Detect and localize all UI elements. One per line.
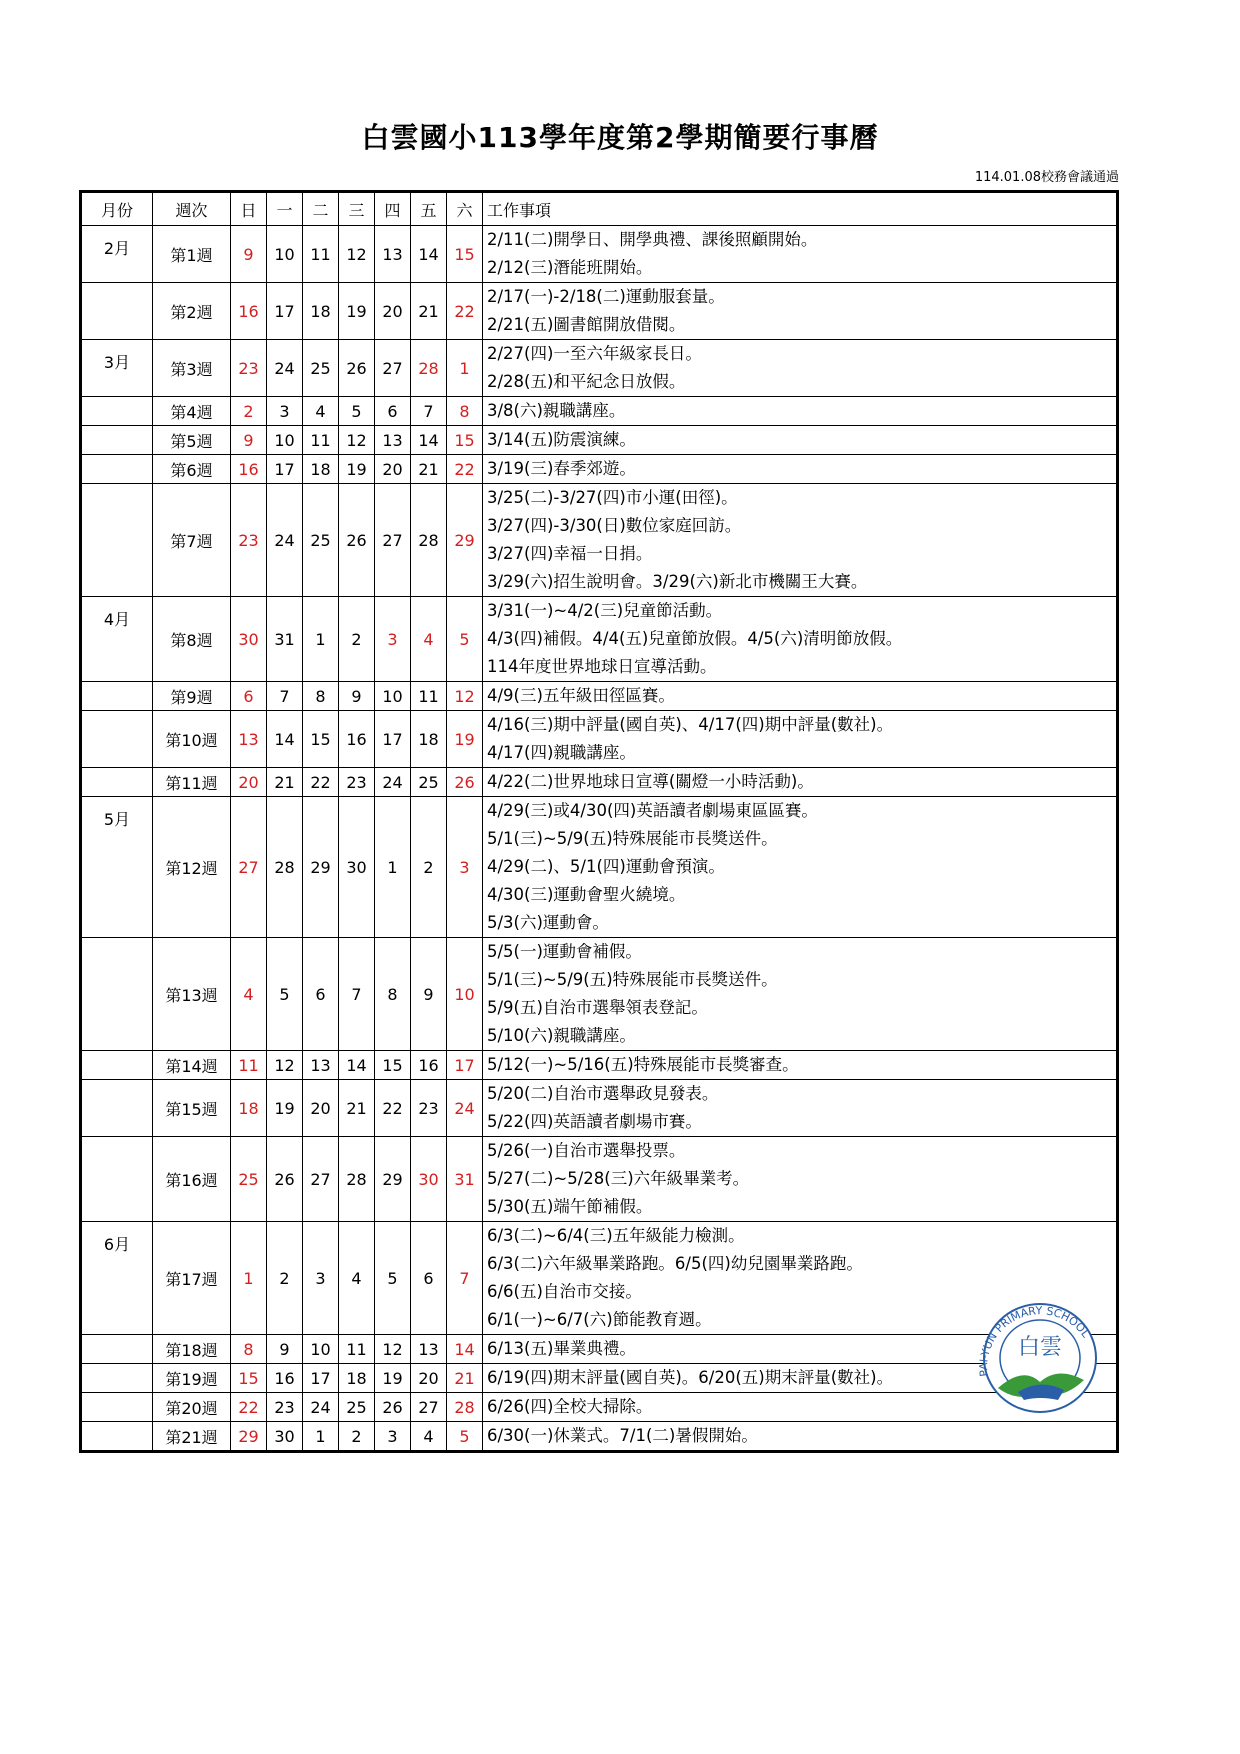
- day-cell-mon: 2: [267, 1222, 303, 1335]
- day-cell-sun: 4: [231, 938, 267, 1051]
- month-cell: [81, 1422, 153, 1452]
- week-cell: 第8週: [153, 597, 231, 682]
- day-cell-wed: 19: [339, 455, 375, 484]
- task-item: 6/26(四)全校大掃除。: [487, 1397, 653, 1416]
- task-item: 4/30(三)運動會聖火繞境。: [487, 885, 686, 904]
- tasks-cell: [483, 938, 1118, 1051]
- day-cell-fri: 28: [411, 484, 447, 597]
- header-mon: 一: [267, 192, 303, 226]
- day-cell-mon: 19: [267, 1080, 303, 1137]
- task-item: 3/14(五)防震演練。: [487, 430, 636, 449]
- day-cell-sat: 24: [447, 1080, 483, 1137]
- logo-ring-text: PAI-YUN PRIMARY SCHOOL: [977, 1304, 1093, 1378]
- table-row: [81, 1422, 1118, 1452]
- task-item: 2/28(五)和平紀念日放假。: [487, 372, 686, 391]
- month-cell: [81, 1393, 153, 1422]
- day-cell-thu: 17: [375, 711, 411, 768]
- day-cell-fri: 18: [411, 711, 447, 768]
- day-cell-mon: 12: [267, 1051, 303, 1080]
- day-cell-tue: 4: [303, 397, 339, 426]
- task-item: 3/29(六)招生說明會。3/29(六)新北市機關王大賽。: [487, 572, 868, 591]
- week-cell: 第2週: [153, 283, 231, 340]
- week-cell: 第1週: [153, 226, 231, 283]
- table-row: [81, 938, 1118, 1051]
- day-cell-wed: 19: [339, 283, 375, 340]
- logo-text: 白雲: [1017, 1335, 1063, 1360]
- day-cell-wed: 12: [339, 426, 375, 455]
- table-row: [81, 711, 1118, 768]
- day-cell-thu: 12: [375, 1335, 411, 1364]
- task-item: 5/22(四)英語讀者劇場市賽。: [487, 1112, 702, 1131]
- day-cell-wed: 18: [339, 1364, 375, 1393]
- task-item: 5/9(五)自治市選舉領表登記。: [487, 998, 708, 1017]
- day-cell-wed: 16: [339, 711, 375, 768]
- tasks-cell: [483, 1051, 1118, 1080]
- task-item: 3/25(二)-3/27(四)市小運(田徑)。: [487, 488, 738, 507]
- task-item: 6/3(二)~6/4(三)五年級能力檢測。: [487, 1226, 745, 1245]
- day-cell-fri: 4: [411, 1422, 447, 1452]
- day-cell-tue: 17: [303, 1364, 339, 1393]
- month-cell: [81, 1080, 153, 1137]
- table-row: [81, 1335, 1118, 1364]
- month-cell: 6月: [81, 1222, 153, 1335]
- day-cell-fri: 25: [411, 768, 447, 797]
- day-cell-sat: 5: [447, 597, 483, 682]
- day-cell-fri: 14: [411, 226, 447, 283]
- day-cell-sun: 1: [231, 1222, 267, 1335]
- table-row: [81, 768, 1118, 797]
- day-cell-sat: 21: [447, 1364, 483, 1393]
- day-cell-mon: 28: [267, 797, 303, 938]
- week-cell: 第5週: [153, 426, 231, 455]
- day-cell-mon: 17: [267, 283, 303, 340]
- day-cell-thu: 3: [375, 597, 411, 682]
- header-thu: 四: [375, 192, 411, 226]
- task-item: 2/11(二)開學日、開學典禮、課後照顧開始。: [487, 230, 818, 249]
- day-cell-tue: 11: [303, 226, 339, 283]
- day-cell-tue: 25: [303, 340, 339, 397]
- day-cell-thu: 20: [375, 283, 411, 340]
- task-item: 5/26(一)自治市選舉投票。: [487, 1141, 686, 1160]
- day-cell-tue: 20: [303, 1080, 339, 1137]
- header-wed: 三: [339, 192, 375, 226]
- task-item: 4/16(三)期中評量(國自英)、4/17(四)期中評量(數社)。: [487, 715, 894, 734]
- day-cell-fri: 6: [411, 1222, 447, 1335]
- month-cell: [81, 1335, 153, 1364]
- week-cell: 第9週: [153, 682, 231, 711]
- day-cell-sat: 3: [447, 797, 483, 938]
- tasks-cell: [483, 455, 1118, 484]
- week-cell: 第16週: [153, 1137, 231, 1222]
- day-cell-sun: 16: [231, 283, 267, 340]
- month-cell: [81, 938, 153, 1051]
- day-cell-wed: 7: [339, 938, 375, 1051]
- day-cell-sat: 26: [447, 768, 483, 797]
- task-item: 6/30(一)休業式。7/1(二)暑假開始。: [487, 1426, 758, 1445]
- day-cell-mon: 7: [267, 682, 303, 711]
- task-item: 6/19(四)期末評量(國自英)。6/20(五)期末評量(數社)。: [487, 1368, 894, 1387]
- day-cell-mon: 5: [267, 938, 303, 1051]
- task-item: 5/20(二)自治市選舉政見發表。: [487, 1084, 719, 1103]
- month-cell: [81, 1137, 153, 1222]
- tasks-cell: [483, 682, 1118, 711]
- day-cell-sat: 7: [447, 1222, 483, 1335]
- tasks-cell: [483, 397, 1118, 426]
- header-fri: 五: [411, 192, 447, 226]
- task-item: 3/31(一)~4/2(三)兒童節活動。: [487, 601, 723, 620]
- tasks-cell: [483, 283, 1118, 340]
- table-row: [81, 426, 1118, 455]
- month-cell: [81, 484, 153, 597]
- day-cell-sat: 19: [447, 711, 483, 768]
- month-cell: [81, 768, 153, 797]
- day-cell-sun: 8: [231, 1335, 267, 1364]
- calendar-table: [79, 190, 1119, 1453]
- month-cell: 3月: [81, 340, 153, 397]
- day-cell-fri: 11: [411, 682, 447, 711]
- day-cell-sat: 15: [447, 226, 483, 283]
- week-cell: 第10週: [153, 711, 231, 768]
- week-cell: 第17週: [153, 1222, 231, 1335]
- tasks-cell: [483, 1080, 1118, 1137]
- task-item: 6/1(一)~6/7(六)節能教育週。: [487, 1310, 712, 1329]
- task-item: 4/17(四)親職講座。: [487, 743, 636, 762]
- day-cell-wed: 14: [339, 1051, 375, 1080]
- day-cell-wed: 11: [339, 1335, 375, 1364]
- school-logo: [968, 1296, 1108, 1414]
- day-cell-mon: 30: [267, 1422, 303, 1452]
- header-tue: 二: [303, 192, 339, 226]
- day-cell-wed: 2: [339, 597, 375, 682]
- header-week: 週次: [153, 192, 231, 226]
- table-row: [81, 797, 1118, 938]
- day-cell-thu: 24: [375, 768, 411, 797]
- day-cell-tue: 22: [303, 768, 339, 797]
- month-cell: [81, 426, 153, 455]
- task-item: 5/10(六)親職講座。: [487, 1026, 636, 1045]
- day-cell-tue: 24: [303, 1393, 339, 1422]
- table-row: [81, 1393, 1118, 1422]
- week-cell: 第15週: [153, 1080, 231, 1137]
- day-cell-fri: 2: [411, 797, 447, 938]
- day-cell-thu: 13: [375, 226, 411, 283]
- day-cell-thu: 3: [375, 1422, 411, 1452]
- week-cell: 第13週: [153, 938, 231, 1051]
- tasks-cell: [483, 1137, 1118, 1222]
- day-cell-sat: 22: [447, 283, 483, 340]
- day-cell-fri: 27: [411, 1393, 447, 1422]
- day-cell-mon: 9: [267, 1335, 303, 1364]
- day-cell-mon: 23: [267, 1393, 303, 1422]
- day-cell-sat: 14: [447, 1335, 483, 1364]
- tasks-cell: [483, 597, 1118, 682]
- day-cell-mon: 16: [267, 1364, 303, 1393]
- day-cell-thu: 22: [375, 1080, 411, 1137]
- day-cell-tue: 13: [303, 1051, 339, 1080]
- task-item: 3/19(三)春季郊遊。: [487, 459, 636, 478]
- day-cell-tue: 25: [303, 484, 339, 597]
- task-item: 5/12(一)~5/16(五)特殊展能市長獎審查。: [487, 1055, 799, 1074]
- task-item: 2/21(五)圖書館開放借閱。: [487, 315, 686, 334]
- day-cell-mon: 26: [267, 1137, 303, 1222]
- task-item: 4/29(二)、5/1(四)運動會預演。: [487, 857, 725, 876]
- tasks-cell: [483, 226, 1118, 283]
- week-cell: 第6週: [153, 455, 231, 484]
- day-cell-fri: 20: [411, 1364, 447, 1393]
- day-cell-sat: 15: [447, 426, 483, 455]
- day-cell-thu: 8: [375, 938, 411, 1051]
- day-cell-wed: 5: [339, 397, 375, 426]
- week-cell: 第19週: [153, 1364, 231, 1393]
- day-cell-sun: 2: [231, 397, 267, 426]
- day-cell-thu: 20: [375, 455, 411, 484]
- task-item: 4/22(二)世界地球日宣導(關燈一小時活動)。: [487, 772, 814, 791]
- tasks-cell: [483, 484, 1118, 597]
- day-cell-fri: 30: [411, 1137, 447, 1222]
- day-cell-tue: 18: [303, 455, 339, 484]
- day-cell-sun: 16: [231, 455, 267, 484]
- day-cell-thu: 29: [375, 1137, 411, 1222]
- day-cell-mon: 14: [267, 711, 303, 768]
- task-item: 5/30(五)端午節補假。: [487, 1197, 653, 1216]
- task-item: 4/3(四)補假。4/4(五)兒童節放假。4/5(六)清明節放假。: [487, 629, 903, 648]
- day-cell-thu: 1: [375, 797, 411, 938]
- day-cell-sun: 27: [231, 797, 267, 938]
- table-row: [81, 340, 1118, 397]
- day-cell-sun: 18: [231, 1080, 267, 1137]
- task-item: 114年度世界地球日宣導活動。: [487, 657, 717, 676]
- day-cell-sat: 31: [447, 1137, 483, 1222]
- tasks-cell: [483, 1422, 1118, 1452]
- table-row: [81, 1222, 1118, 1335]
- day-cell-tue: 10: [303, 1335, 339, 1364]
- tasks-cell: [483, 711, 1118, 768]
- day-cell-sat: 22: [447, 455, 483, 484]
- header-sat: 六: [447, 192, 483, 226]
- day-cell-wed: 2: [339, 1422, 375, 1452]
- month-cell: 2月: [81, 226, 153, 283]
- day-cell-tue: 18: [303, 283, 339, 340]
- day-cell-wed: 26: [339, 484, 375, 597]
- day-cell-fri: 4: [411, 597, 447, 682]
- day-cell-thu: 27: [375, 340, 411, 397]
- day-cell-sun: 9: [231, 426, 267, 455]
- header-sun: 日: [231, 192, 267, 226]
- day-cell-thu: 15: [375, 1051, 411, 1080]
- day-cell-fri: 7: [411, 397, 447, 426]
- tasks-cell: [483, 768, 1118, 797]
- table-row: [81, 484, 1118, 597]
- day-cell-sun: 30: [231, 597, 267, 682]
- day-cell-thu: 13: [375, 426, 411, 455]
- header-tasks: 工作事項: [483, 192, 1118, 226]
- calendar-body: [81, 226, 1118, 1452]
- week-cell: 第12週: [153, 797, 231, 938]
- table-row: [81, 226, 1118, 283]
- day-cell-sun: 11: [231, 1051, 267, 1080]
- day-cell-sun: 22: [231, 1393, 267, 1422]
- day-cell-sun: 15: [231, 1364, 267, 1393]
- day-cell-mon: 24: [267, 484, 303, 597]
- day-cell-wed: 4: [339, 1222, 375, 1335]
- week-cell: 第7週: [153, 484, 231, 597]
- day-cell-fri: 14: [411, 426, 447, 455]
- week-cell: 第21週: [153, 1422, 231, 1452]
- table-row: [81, 397, 1118, 426]
- day-cell-sat: 1: [447, 340, 483, 397]
- table-row: [81, 455, 1118, 484]
- day-cell-wed: 25: [339, 1393, 375, 1422]
- header-month: 月份: [81, 192, 153, 226]
- day-cell-fri: 9: [411, 938, 447, 1051]
- day-cell-wed: 21: [339, 1080, 375, 1137]
- task-item: 6/6(五)自治市交接。: [487, 1282, 642, 1301]
- day-cell-thu: 6: [375, 397, 411, 426]
- task-item: 5/1(三)~5/9(五)特殊展能市長獎送件。: [487, 829, 778, 848]
- month-cell: [81, 455, 153, 484]
- day-cell-mon: 24: [267, 340, 303, 397]
- day-cell-wed: 12: [339, 226, 375, 283]
- month-cell: [81, 397, 153, 426]
- table-row: [81, 1051, 1118, 1080]
- day-cell-wed: 26: [339, 340, 375, 397]
- task-item: 4/29(三)或4/30(四)英語讀者劇場東區區賽。: [487, 801, 818, 820]
- header-row: [81, 192, 1118, 226]
- day-cell-tue: 1: [303, 597, 339, 682]
- task-item: 2/27(四)一至六年級家長日。: [487, 344, 702, 363]
- day-cell-sun: 23: [231, 484, 267, 597]
- day-cell-thu: 27: [375, 484, 411, 597]
- day-cell-wed: 30: [339, 797, 375, 938]
- day-cell-thu: 26: [375, 1393, 411, 1422]
- task-item: 5/3(六)運動會。: [487, 913, 609, 932]
- day-cell-sat: 12: [447, 682, 483, 711]
- month-cell: 4月: [81, 597, 153, 682]
- week-cell: 第11週: [153, 768, 231, 797]
- table-row: [81, 1137, 1118, 1222]
- month-cell: [81, 711, 153, 768]
- task-item: 6/3(二)六年級畢業路跑。6/5(四)幼兒園畢業路跑。: [487, 1254, 863, 1273]
- day-cell-sun: 25: [231, 1137, 267, 1222]
- day-cell-tue: 8: [303, 682, 339, 711]
- day-cell-mon: 21: [267, 768, 303, 797]
- day-cell-sun: 13: [231, 711, 267, 768]
- day-cell-wed: 23: [339, 768, 375, 797]
- task-item: 2/17(一)-2/18(二)運動服套量。: [487, 287, 725, 306]
- month-cell: [81, 682, 153, 711]
- approval-note: 114.01.08校務會議通過: [974, 170, 1119, 185]
- day-cell-fri: 21: [411, 283, 447, 340]
- week-cell: 第18週: [153, 1335, 231, 1364]
- day-cell-tue: 27: [303, 1137, 339, 1222]
- month-cell: 5月: [81, 797, 153, 938]
- week-cell: 第14週: [153, 1051, 231, 1080]
- table-row: [81, 597, 1118, 682]
- task-item: 6/13(五)畢業典禮。: [487, 1339, 636, 1358]
- day-cell-wed: 28: [339, 1137, 375, 1222]
- day-cell-sat: 5: [447, 1422, 483, 1452]
- day-cell-mon: 31: [267, 597, 303, 682]
- day-cell-sun: 9: [231, 226, 267, 283]
- table-row: [81, 1364, 1118, 1393]
- day-cell-fri: 23: [411, 1080, 447, 1137]
- day-cell-sat: 17: [447, 1051, 483, 1080]
- day-cell-thu: 19: [375, 1364, 411, 1393]
- tasks-cell: [483, 797, 1118, 938]
- day-cell-tue: 1: [303, 1422, 339, 1452]
- day-cell-fri: 21: [411, 455, 447, 484]
- day-cell-thu: 5: [375, 1222, 411, 1335]
- task-item: 3/8(六)親職講座。: [487, 401, 626, 420]
- table-row: [81, 1080, 1118, 1137]
- day-cell-wed: 9: [339, 682, 375, 711]
- day-cell-sun: 23: [231, 340, 267, 397]
- day-cell-sun: 6: [231, 682, 267, 711]
- week-cell: 第4週: [153, 397, 231, 426]
- task-item: 2/12(三)潛能班開始。: [487, 258, 653, 277]
- day-cell-fri: 16: [411, 1051, 447, 1080]
- week-cell: 第20週: [153, 1393, 231, 1422]
- day-cell-tue: 11: [303, 426, 339, 455]
- day-cell-mon: 17: [267, 455, 303, 484]
- day-cell-sat: 8: [447, 397, 483, 426]
- task-item: 5/5(一)運動會補假。: [487, 942, 642, 961]
- day-cell-sun: 29: [231, 1422, 267, 1452]
- day-cell-fri: 28: [411, 340, 447, 397]
- day-cell-sun: 20: [231, 768, 267, 797]
- day-cell-sat: 28: [447, 1393, 483, 1422]
- day-cell-mon: 10: [267, 426, 303, 455]
- tasks-cell: [483, 426, 1118, 455]
- task-item: 3/27(四)幸福一日捐。: [487, 544, 653, 563]
- day-cell-tue: 15: [303, 711, 339, 768]
- task-item: 3/27(四)-3/30(日)數位家庭回訪。: [487, 516, 742, 535]
- day-cell-thu: 10: [375, 682, 411, 711]
- day-cell-mon: 10: [267, 226, 303, 283]
- month-cell: [81, 1051, 153, 1080]
- month-cell: [81, 1364, 153, 1393]
- day-cell-tue: 29: [303, 797, 339, 938]
- table-row: [81, 682, 1118, 711]
- day-cell-fri: 13: [411, 1335, 447, 1364]
- month-cell: [81, 283, 153, 340]
- table-row: [81, 283, 1118, 340]
- page-title: 白雲國小113學年度第2學期簡要行事曆: [361, 121, 879, 154]
- day-cell-sat: 29: [447, 484, 483, 597]
- day-cell-sat: 10: [447, 938, 483, 1051]
- tasks-cell: [483, 340, 1118, 397]
- task-item: 5/1(三)~5/9(五)特殊展能市長獎送件。: [487, 970, 778, 989]
- day-cell-tue: 6: [303, 938, 339, 1051]
- week-cell: 第3週: [153, 340, 231, 397]
- task-item: 5/27(二)~5/28(三)六年級畢業考。: [487, 1169, 750, 1188]
- task-item: 4/9(三)五年級田徑區賽。: [487, 686, 675, 705]
- day-cell-tue: 3: [303, 1222, 339, 1335]
- day-cell-mon: 3: [267, 397, 303, 426]
